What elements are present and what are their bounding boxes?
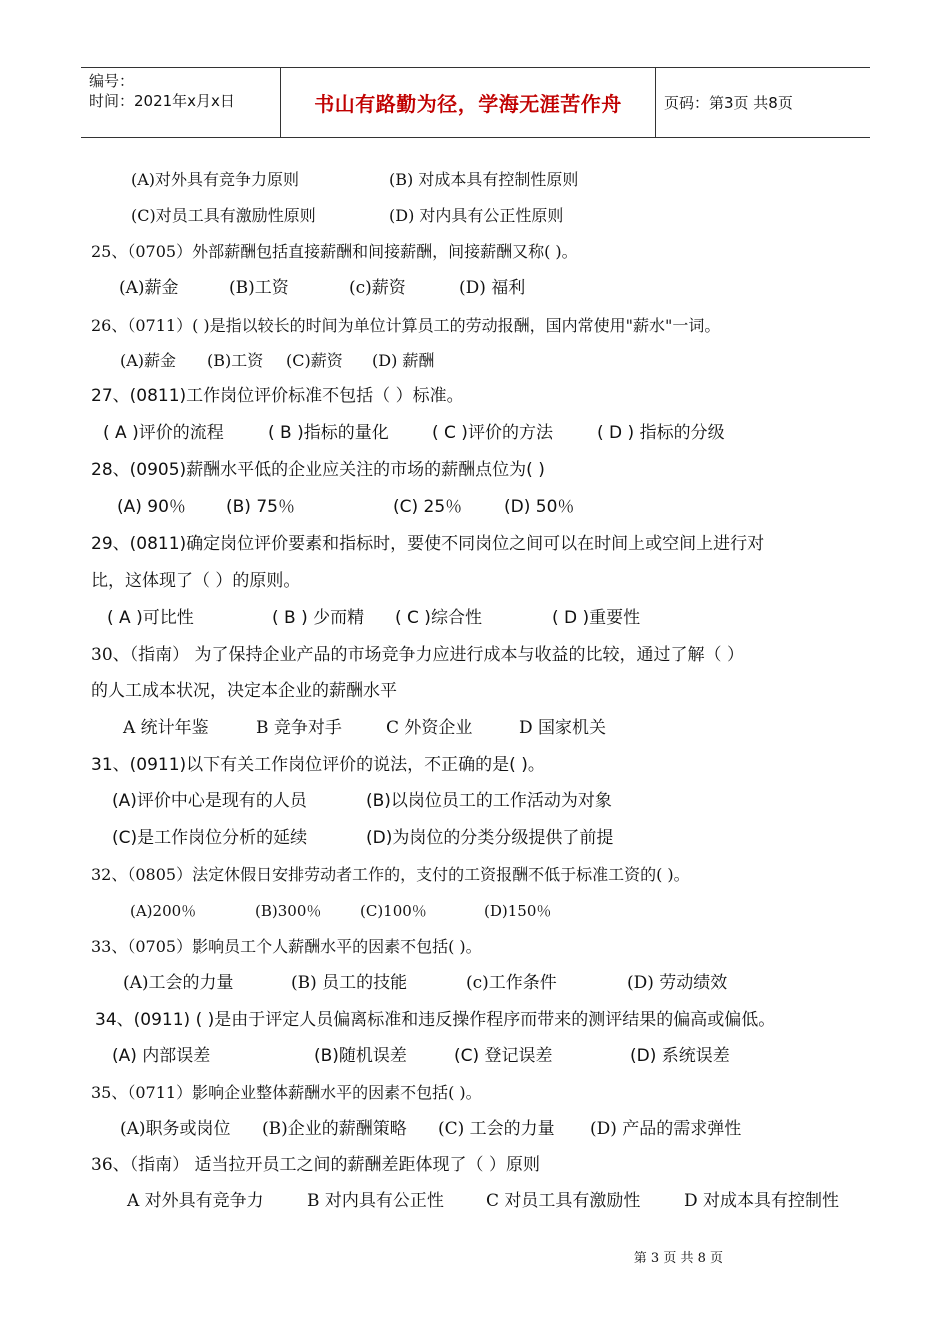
option-row [120,1117,741,1141]
option: (C)是工作岗位分析的延续 [112,828,308,848]
option: (D) 产品的需求弹性 [590,1119,742,1139]
option: ( D ) 指标的分级 [597,423,725,443]
option: (B)工资 [207,351,264,370]
option: (C)薪资 [286,351,343,370]
question-25: 25、（0705）外部薪酬包括直接薪酬和间接薪酬，间接薪酬又称( )。 [91,242,578,261]
option: (B)工资 [229,278,289,298]
question-30-cont: 的人工成本状况，决定本企业的薪酬水平 [91,681,397,701]
option-row [131,168,578,192]
question-36: 36、（指南） 适当拉开员工之间的薪酬差距体现了（ ）原则 [91,1155,540,1175]
doc-time-label: 时间：2021年x月x日 [89,92,235,110]
option: (A)薪金 [120,351,177,370]
option-row [117,495,574,519]
header-motto-cell [281,68,656,137]
option: (A)职务或岗位 [120,1119,231,1139]
option-row [131,204,563,228]
question-35: 35、（0711）影响企业整体薪酬水平的因素不包括( )。 [91,1083,482,1102]
option: (C)对员工具有激励性原则 [131,206,316,225]
option: C 外资企业 [386,718,473,738]
option: (D) 福利 [459,278,526,298]
option-row [127,1189,839,1213]
option: (A)200％ [130,902,197,920]
option: (C) 登记误差 [454,1046,553,1066]
option: (C) 25％ [393,497,463,517]
option: (A)对外具有竞争力原则 [131,170,300,189]
option: (B)企业的薪酬策略 [262,1119,407,1139]
header-meta-cell [81,68,281,137]
page-code: 页码：第3页 共8页 [664,94,793,112]
option-row [123,716,606,740]
question-28: 28、(0905)薪酬水平低的企业应关注的市场的薪酬点位为( ) [91,460,545,480]
option: (D) 薪酬 [372,351,435,370]
option-row [120,349,434,373]
option-row [112,826,613,850]
question-33: 33、（0705）影响员工个人薪酬水平的因素不包括( )。 [91,937,482,956]
option-row [112,789,612,813]
option: ( C )综合性 [395,608,482,628]
option: ( B ) 少而精 [272,608,365,628]
option: (A)评价中心是现有的人员 [112,791,307,811]
option-row [103,421,725,445]
option: (C) 工会的力量 [438,1119,555,1139]
option: A 统计年鉴 [123,718,209,738]
option: (B)以岗位员工的工作活动为对象 [366,791,612,811]
option: (D) 对内具有公正性原则 [389,206,564,225]
doc-number-label: 编号： [89,72,135,90]
option: ( A )可比性 [107,608,194,628]
option: (c)薪资 [349,278,406,298]
option: (B)随机误差 [314,1046,407,1066]
question-34: 34、(0911) ( )是由于评定人员偏离标准和违反操作程序而带来的测评结果的偏高或偏低。 [95,1010,776,1030]
option: ( B )指标的量化 [268,423,389,443]
option: ( D )重要性 [552,608,641,628]
option-row [107,606,640,630]
option: (B)300％ [255,902,322,920]
option: (A) 90％ [117,497,186,517]
option: (D)为岗位的分类分级提供了前提 [366,828,614,848]
question-29: 29、(0811)确定岗位评价要素和指标时，要使不同岗位之间可以在时间上或空间上进行对 [91,534,765,554]
footer-page-number: 第 3 页 共 8 页 [633,1251,723,1266]
option: A 对外具有竞争力 [127,1191,264,1211]
question-29-cont: 比，这体现了（ ）的原则。 [91,571,301,591]
option-row [123,971,727,995]
option: ( C )评价的方法 [432,423,553,443]
question-30: 30、（指南） 为了保持企业产品的市场竞争力应进行成本与收益的比较，通过了解（ ） [91,645,744,665]
option: (B) 员工的技能 [291,973,408,993]
option-row [119,276,525,300]
option: (A) 内部误差 [112,1046,211,1066]
option: (A)薪金 [119,278,179,298]
option: ( A )评价的流程 [103,423,224,443]
page-header [81,67,870,138]
option: C 对员工具有激励性 [486,1191,641,1211]
question-31: 31、(0911)以下有关工作岗位评价的说法，不正确的是( )。 [91,755,545,775]
question-27: 27、(0811)工作岗位评价标准不包括（ ）标准。 [91,386,464,406]
option: B 竞争对手 [256,718,342,738]
option: (A)工会的力量 [123,973,234,993]
question-26: 26、（0711）( )是指以较长的时间为单位计算员工的劳动报酬，国内常使用"薪水"一词。 [91,316,721,335]
option: (D) 劳动绩效 [627,973,728,993]
option: D 国家机关 [519,718,607,738]
option: (D)150％ [484,902,552,920]
option: (D) 50％ [504,497,575,517]
option: (B) 75％ [226,497,295,517]
motto-text: 书山有路勤为径，学海无涯苦作舟 [314,92,622,116]
option: D 对成本具有控制性 [684,1191,840,1211]
question-32: 32、（0805）法定休假日安排劳动者工作的，支付的工资报酬不低于标准工资的( )。 [91,865,690,884]
option-row [112,1044,730,1068]
header-page-cell [656,68,870,137]
option: (D) 系统误差 [630,1046,730,1066]
option: (B) 对成本具有控制性原则 [389,170,579,189]
option: (c)工作条件 [466,973,557,993]
option: B 对内具有公正性 [307,1191,444,1211]
option: (C)100％ [360,902,427,920]
option-row [130,899,551,923]
